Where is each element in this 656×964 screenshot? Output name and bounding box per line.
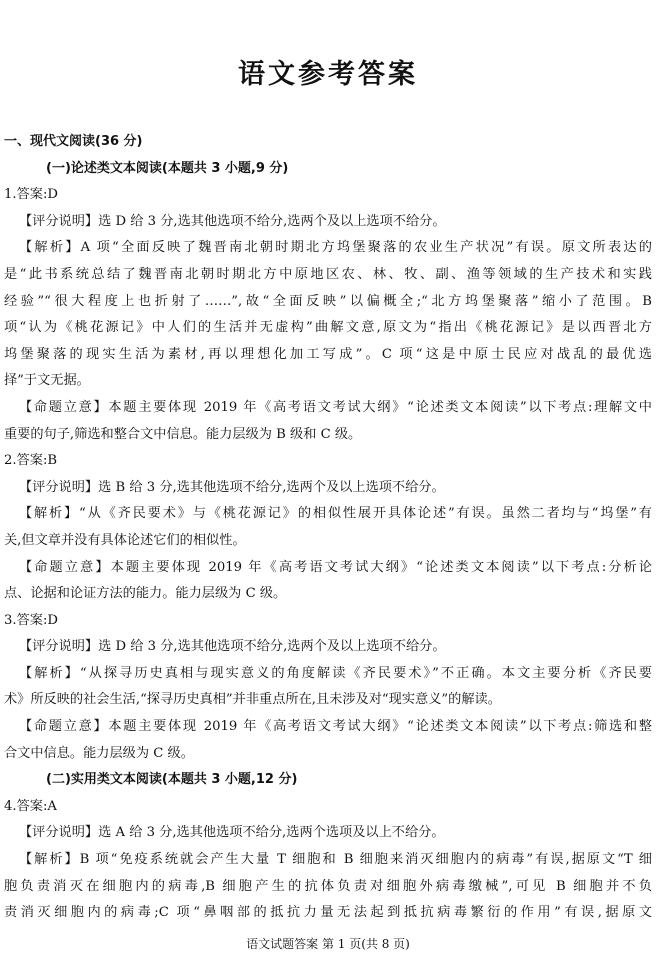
- paragraph-line: 坞堡聚落的现实生活为素材,再以理想化加工写成”。C 项“这是中原士民应对战乱的最优选: [4, 346, 652, 362]
- paragraph-line: 【评分说明】选 B 给 3 分,选其他选项不给分,选两个及以上选项不给分。: [19, 479, 445, 495]
- paragraph-line: 【解析】B 项“免疫系统就会产生大量 T 细胞和 B 细胞来消灭细胞内的病毒”有误,据原文“T 细: [19, 852, 652, 868]
- section-heading: 一、现代文阅读(36 分): [4, 134, 143, 149]
- paragraph-line: 是“此书系统总结了魏晋南北朝时期北方中原地区农、林、牧、副、渔等领域的生产技术和实践: [4, 266, 652, 282]
- paragraph-line: 【解析】“从探寻历史真相与现实意义的角度解读《齐民要术》”不正确。本文主要分析《齐民要: [19, 665, 652, 681]
- paragraph-line: 责消灭细胞内的病毒;C 项“鼻咽部的抵抗力量无法起到抵抗病毒繁衍的作用”有误,据原文: [4, 905, 652, 921]
- paragraph-line: 【评分说明】选 D 给 3 分,选其他选项不给分,选两个及以上选项不给分。: [19, 213, 446, 229]
- paragraph-line: 项“认为《桃花源记》中人们的生活并无虚构”曲解文意,原文为“指出《桃花源记》是以西晋北方: [4, 320, 652, 336]
- page-title: 语文参考答案: [238, 59, 418, 90]
- paragraph-line: 【命题立意】本题主要体现 2019 年《高考语文考试大纲》“论述类文本阅读”以下考点:分析论: [19, 559, 652, 575]
- paragraph-line: 经验”“很大程度上也折射了……”,故“全面反映”以偏概全;“北方坞堡聚落”缩小了范围。B: [4, 293, 652, 309]
- paragraph-line: 【解析】“从《齐民要术》与《桃花源记》的相似性展开具体论述”有误。虽然二者均与“坞堡”有: [19, 506, 652, 522]
- subsection-heading: (二)实用类文本阅读(本题共 3 小题,12 分): [46, 772, 298, 788]
- paragraph-line: 合文中信息。能力层级为 C 级。: [4, 745, 194, 761]
- paragraph-line: 择”于文无据。: [4, 373, 90, 389]
- answer-line: 1.答案:D: [4, 187, 58, 203]
- answer-content: [4, 129, 652, 927]
- paragraph-line: 【评分说明】选 A 给 3 分,选其他选项不给分,选两个选项及以上不给分。: [19, 825, 445, 841]
- paragraph-line: 关,但文章并没有具体论述它们的相似性。: [4, 532, 246, 548]
- answer-line: 4.答案:A: [4, 798, 57, 814]
- paragraph-line: 点、论据和论证方法的能力。能力层级为 C 级。: [4, 586, 287, 602]
- answer-line: 3.答案:D: [4, 612, 58, 628]
- paragraph-line: 重要的句子,筛选和整合文中信息。能力层级为 B 级和 C 级。: [4, 426, 362, 442]
- subsection-heading: (一)论述类文本阅读(本题共 3 小题,9 分): [46, 160, 289, 176]
- paragraph-line: 【命题立意】本题主要体现 2019 年《高考语文考试大纲》“论述类文本阅读”以下考点:筛选和整: [19, 719, 652, 735]
- answer-line: 2.答案:B: [4, 453, 58, 469]
- paragraph-line: 术》所反映的社会生活,“探寻历史真相”并非重点所在,且未涉及对“现实意义”的解读。: [4, 692, 501, 708]
- paragraph-line: 【解析】A 项“全面反映了魏晋南北朝时期北方坞堡聚落的农业生产状况”有误。原文所表达的: [19, 240, 652, 256]
- paragraph-line: 胞负责消灭在细胞内的病毒,B 细胞产生的抗体负责对细胞外病毒缴械”,可见 B 细胞并不负: [4, 878, 652, 894]
- page-footer: 语文试题答案 第 1 页(共 8 页): [246, 937, 410, 951]
- paragraph-line: 【评分说明】选 D 给 3 分,选其他选项不给分,选两个及以上选项不给分。: [19, 639, 446, 655]
- paragraph-line: 【命题立意】本题主要体现 2019 年《高考语文考试大纲》“论述类文本阅读”以下考点:理解文中: [19, 399, 652, 415]
